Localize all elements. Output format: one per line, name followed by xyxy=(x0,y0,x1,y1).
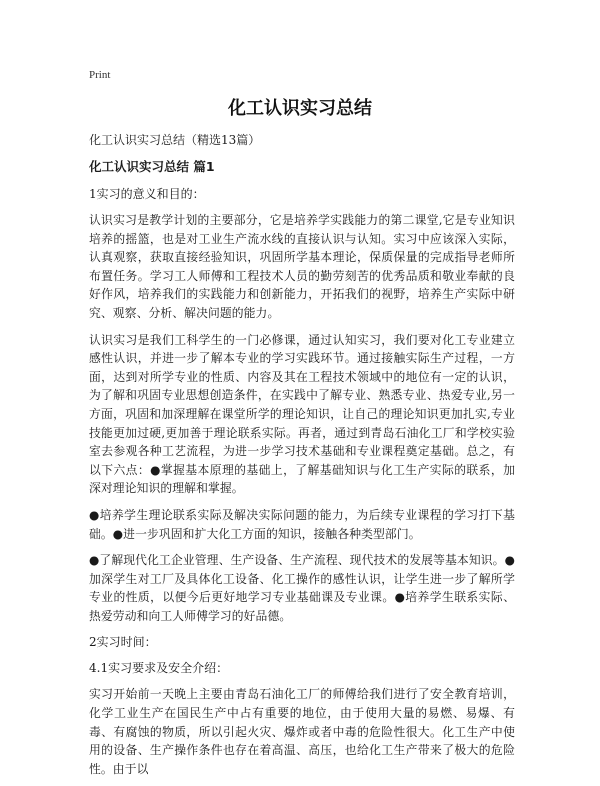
paragraph-purpose: 认识实习是教学计划的主要部分，它是培养学实践能力的第二课堂,它是专业知识培养的摇篮，也是对工业生产流水线的直接认识与认知。实习中应该深入实际，认真观察，获取直接经验知识，巩固所学基本理论，保质保量的完成指导老师所布置任务。学习工人师傅和工程技术人员的勤劳刻苦的优秀品质和敬业奉献的良好作风，培养我们的实践能力和创新能力，开拓我们的视野，培养生产实际中研究、观察、分析、解决问题的能力。 xyxy=(89,213,515,320)
document-subtitle: 化工认识实习总结（精选13篇） xyxy=(89,133,261,147)
item-label-purpose: 1实习的意义和目的： xyxy=(89,187,205,201)
paragraph-internship-intro: 认识实习是我们工科学生的一门必修课，通过认知实习，我们要对化工专业建立感性认识，并进一步了解本专业的学习实践环节。通过接触实际生产过程，一方面，达到对所学专业的性质、内容及其在工程技术领域中的地位有一定的认识，为了解和巩固专业思想创造条件，在实践中了解专业、熟悉专业、热爱专业,另一方面，巩固和加深理解在课堂所学的理论知识，让自己的理论知识更加扎实,专业技能更加过硬,更加善于理论联系实际。再者，通过到青岛石油化工厂和学校实验室去参观各种工艺流程，为进一步学习技术基础和专业课程奠定基础。总之，有以下六点：●掌握基本原理的基础上，了解基础知识与化工生产实际的联系，加深对理论知识的理解和掌握。 xyxy=(89,332,515,496)
item-label-safety: 4.1实习要求及安全介绍： xyxy=(89,661,229,676)
paragraph-safety: 实习开始前一天晚上主要由青岛石油化工厂的师傅给我们进行了安全教育培训，化学工业生产在国民生产中占有重要的地位，由于使用大量的易燃、易爆、有毒、有腐蚀的物质，所以引起火灾、爆炸或者中毒的危险性很大。化工生产中使用的设备、生产操作条件也存在着高温、高压，也给化工生产带来了极大的危险性。由于以 xyxy=(89,687,515,776)
section-heading: 化工认识实习总结 篇1 xyxy=(89,159,215,174)
paragraph-goals-2: ●了解现代化工企业管理、生产设备、生产流程、现代技术的发展等基本知识。●加深学生对工厂及具体化工设备、化工操作的感性认识，让学生进一步了解所学专业的性质，以便今后更好地学习专业基础课及专业课。●培养学生联系实际、热爱劳动和向工人师傅学习的好品德。 xyxy=(89,553,515,623)
paragraph-goals-1: ●培养学生理论联系实际及解决实际问题的能力，为后续专业课程的学习打下基础。●进一步巩固和扩大化工方面的知识，接触各种类型部门。 xyxy=(89,507,515,541)
page-title: 化工认识实习总结 xyxy=(228,98,372,119)
document-body xyxy=(89,131,515,786)
item-label-time: 2实习时间： xyxy=(89,635,157,650)
print-label: Print xyxy=(89,69,111,81)
